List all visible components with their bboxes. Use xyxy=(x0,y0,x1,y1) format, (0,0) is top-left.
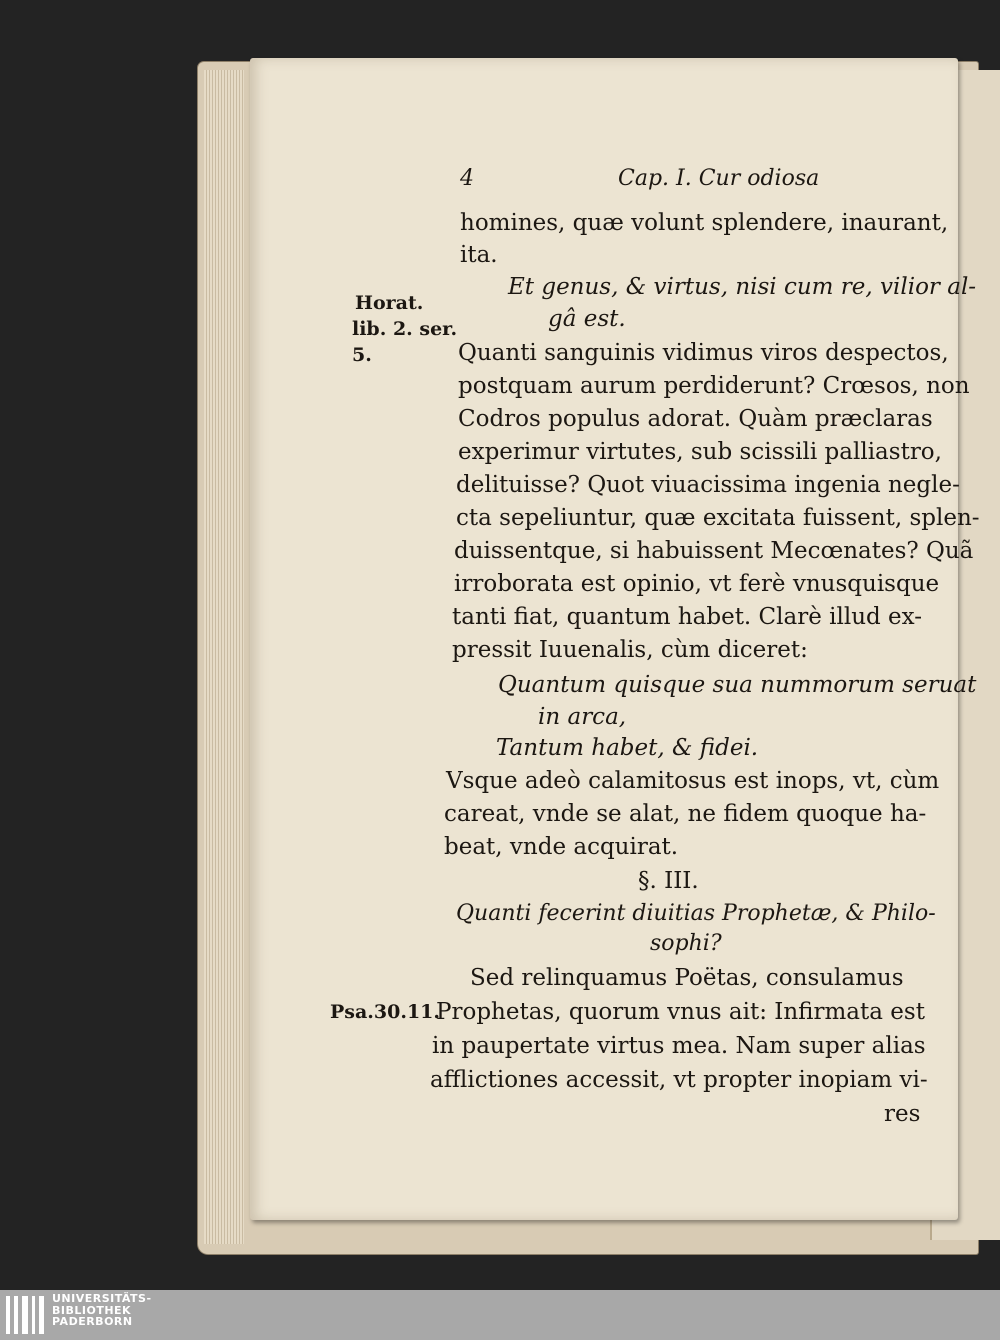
text-line-22: Quanti fecerint diuitias Prophetæ, & Philo- xyxy=(456,901,936,926)
section-heading: §. III. xyxy=(638,868,699,894)
text-line-10: cta sepeliuntur, quæ excitata fuissent, splen- xyxy=(456,505,980,531)
text-line-25: Prophetas, quorum vnus ait: Infirmata est xyxy=(436,999,925,1025)
margin-note-horat-2: lib. 2. ser. xyxy=(352,318,458,340)
running-head: Cap. I. Cur odiosa xyxy=(618,166,820,191)
text-line-4: gâ est. xyxy=(548,306,626,332)
text-line-12: irroborata est opinio, vt ferè vnusquisque xyxy=(454,571,940,597)
text-line-2: ita. xyxy=(460,242,498,268)
text-line-8: experimur virtutes, sub scissili palliastro, xyxy=(458,439,942,465)
text-line-27: afflictiones accessit, vt propter inopiam vi- xyxy=(430,1067,928,1093)
text-line-20: beat, vnde acquirat. xyxy=(444,834,679,860)
text-line-23: sophi? xyxy=(650,931,722,956)
text-line-13: tanti fiat, quantum habet. Clarè illud ex- xyxy=(452,604,923,630)
text-line-11: duissentque, si habuissent Mecœnates? Quã xyxy=(454,538,974,564)
library-name-line-1: UNIVERSITÄTS- xyxy=(52,1292,152,1305)
text-line-3: Et genus, & virtus, nisi cum re, vilior al- xyxy=(508,274,977,300)
text-line-16: in arca, xyxy=(538,704,627,730)
text-line-18: Vsque adeò calamitosus est inops, vt, cùm xyxy=(446,768,940,794)
library-name xyxy=(52,1293,152,1328)
text-line-24: Sed relinquamus Poëtas, consulamus xyxy=(470,965,904,991)
text-line-14: pressit Iuuenalis, cùm diceret: xyxy=(452,637,808,663)
text-line-9: delituisse? Quot viuacissima ingenia negle- xyxy=(456,472,960,498)
margin-note-psalm: Psa.30.11. xyxy=(330,1001,441,1023)
text-line-17: Tantum habet, & fidei. xyxy=(496,735,759,761)
library-footer xyxy=(0,1290,1000,1340)
text-line-6: postquam aurum perdiderunt? Crœsos, non xyxy=(458,373,970,399)
text-line-15: Quantum quisque sua nummorum seruat xyxy=(498,672,977,698)
margin-note-horat-3: 5. xyxy=(352,344,372,366)
library-logo-icon xyxy=(6,1296,46,1334)
text-line-19: careat, vnde se alat, ne fidem quoque ha- xyxy=(444,801,927,827)
library-name-line-3: PADERBORN xyxy=(52,1315,133,1328)
library-name-line-2: BIBLIOTHEK xyxy=(52,1303,132,1317)
page-number: 4 xyxy=(460,166,474,191)
catchword: res xyxy=(884,1101,921,1127)
margin-note-horat-1: Horat. xyxy=(355,292,424,314)
text-line-26: in paupertate virtus mea. Nam super alias xyxy=(432,1033,926,1059)
text-line-5: Quanti sanguinis vidimus viros despectos, xyxy=(458,340,949,366)
text-line-7: Codros populus adorat. Quàm præclaras xyxy=(458,406,933,432)
text-line-1: homines, quæ volunt splendere, inaurant, xyxy=(460,210,949,236)
